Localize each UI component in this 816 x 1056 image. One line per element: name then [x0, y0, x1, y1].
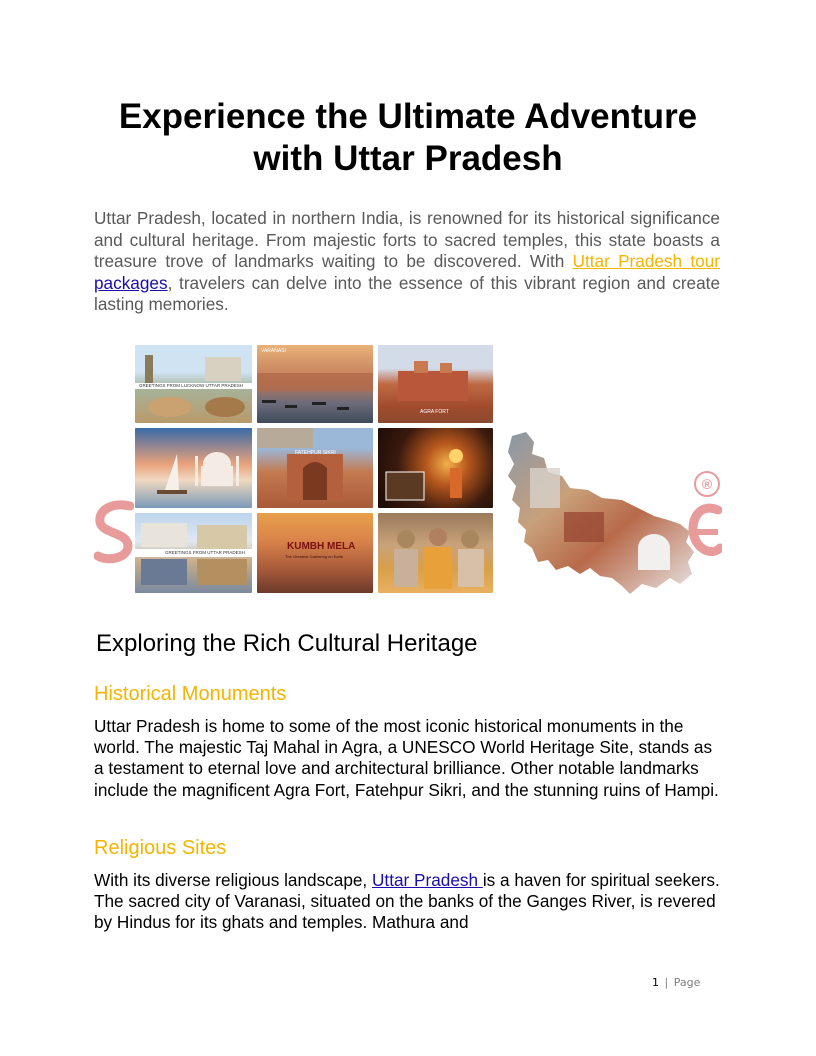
- uttar-pradesh-link[interactable]: Uttar Pradesh: [372, 870, 483, 890]
- page-footer: [652, 976, 700, 989]
- intro-paragraph: [94, 208, 720, 316]
- fatehpur-caption: FATEHPUR SIKRI: [295, 450, 336, 456]
- kumbh-caption: KUMBH MELA: [287, 541, 356, 552]
- title-line-1: Experience the Ultimate Adventure: [118, 97, 698, 136]
- packages-link[interactable]: packages: [94, 272, 168, 293]
- varanasi-tile: [257, 345, 373, 423]
- lucknow-caption: GREETINGS FROM LUCKNOW UTTAR PRADESH: [139, 383, 244, 388]
- kumbh-subcaption: The Greatest Gathering on Earth: [285, 554, 344, 559]
- varanasi-caption: VARANASI: [261, 348, 286, 354]
- kumbh-mela-tile: [257, 513, 373, 593]
- historical-monuments-heading: Historical Monuments: [94, 683, 287, 705]
- up-map-collage: [504, 428, 714, 603]
- taj-mahal-tile: [135, 428, 252, 508]
- agra-fort-caption: AGRA FORT: [420, 409, 449, 415]
- lucknow-tile: [135, 345, 252, 423]
- uttar-pradesh-collage-image: [128, 338, 720, 604]
- agra-fort-tile: [378, 345, 493, 423]
- sadhus-tile: [378, 513, 493, 593]
- up-greetings-tile: [135, 513, 252, 593]
- religious-sites-heading: Religious Sites: [94, 837, 227, 859]
- footer-separator: |: [664, 976, 669, 989]
- up-greetings-caption: GREETINGS FROM UTTAR PRADESH: [165, 550, 245, 555]
- fatehpur-sikri-tile: [257, 428, 373, 508]
- intro-text-end: , travelers can delve into the essence of this vibrant region and create lasting memories.: [94, 272, 720, 315]
- religious-sites-paragraph: [94, 870, 720, 934]
- religious-text-start: With its diverse religious landscape,: [94, 870, 372, 890]
- title-line-2: with Uttar Pradesh: [253, 139, 563, 178]
- page-title: [96, 96, 720, 180]
- historical-monuments-paragraph: Uttar Pradesh is home to some of the most iconic historical monuments in the world. The majestic Taj Mahal in Agra, a UNESCO World Heritage Site, stands as a testament to eternal love and architectural brilliance. Other notable landmarks include the magnificent Agra Fort, Fatehpur Sikri, and the stunning ruins of Hampi.: [94, 716, 719, 800]
- aarti-tile: [378, 428, 493, 508]
- page-number: 1: [652, 976, 659, 989]
- registered-trademark-icon: ®: [694, 471, 720, 497]
- page-label: Page: [673, 976, 701, 989]
- tour-link[interactable]: Uttar Pradesh tour: [572, 251, 721, 272]
- section-heading: Exploring the Rich Cultural Heritage: [96, 630, 478, 657]
- religious-text-end: is a haven for spiritual seekers. The sacred city of Varanasi, situated on the banks of the Ganges River, is revered by Hindus for its ghats and temples. Mathura and: [94, 870, 720, 933]
- intro-text-start: Uttar Pradesh, located in northern India, is renowned for its historical significance and cultural heritage. From majestic forts to sacred temples, this state boasts a treasure trove of landmarks waiting to be discovered. With: [94, 208, 720, 272]
